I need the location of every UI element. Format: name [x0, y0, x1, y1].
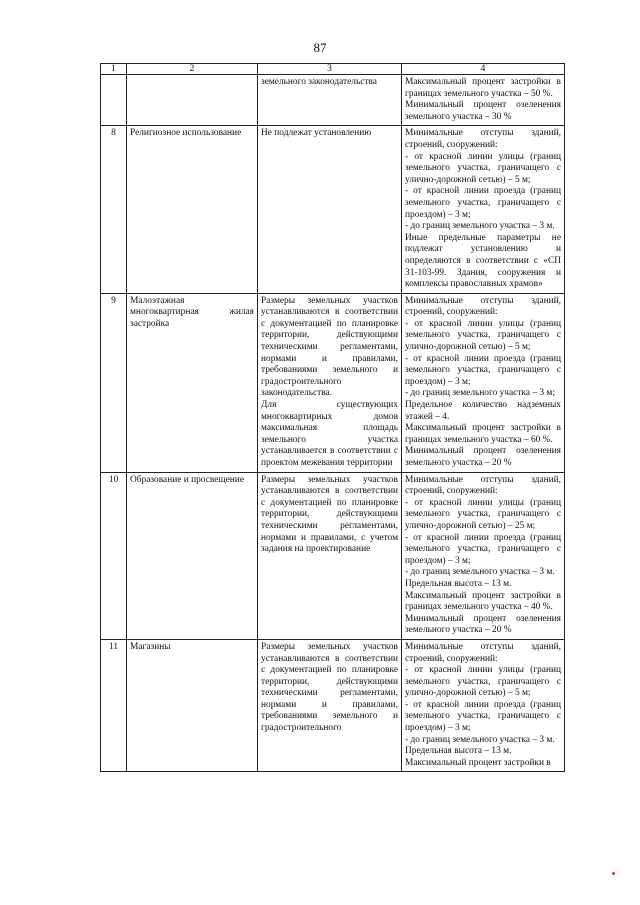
plot-size-paragraph: Размеры земельных участков устанавливаются в соответствии с документацией по планировке территории, действующими техническими регламентами, нормами и правилами, требованиями земельного и градостроительного законодательства. [261, 295, 398, 399]
plot-size-cell [258, 293, 402, 472]
building-limit-paragraph: Максимальный процент застройки в границах земельного участка – 60 %. [405, 423, 561, 445]
building-limit-paragraph: Предельная высота – 13 м. [405, 578, 512, 589]
building-limit-paragraph: - до границ земельного участка – 3 м; [405, 388, 555, 399]
plot-size-cell [258, 639, 402, 772]
plot-size-paragraph: земельного законодательства [261, 77, 377, 87]
building-limit-paragraph: - от красной линии улицы (границ земельного участка, граничащего с улично-дорожной сетью) – 5 м; [405, 665, 561, 699]
table-header-row [101, 64, 565, 75]
row-number: 11 [101, 639, 127, 772]
land-use-name [127, 75, 258, 126]
building-limit-paragraph: Максимальный процент застройки в границах земельного участка – 50 %. [405, 77, 561, 99]
scan-mark [612, 872, 615, 875]
table-body [101, 75, 565, 772]
land-use-name: Образование и просвещение [127, 472, 258, 639]
land-use-name: Малоэтажная многоквартирная жилая застройка [127, 293, 258, 472]
building-limit-paragraph: Минимальные отступы зданий, строений, сооружений: [405, 295, 561, 318]
building-limit-paragraph: Максимальный процент застройки в границах земельного участка – 40 %. [405, 590, 561, 613]
building-limit-paragraph: - от красной линии проезда (границ земельного участка, граничащего с проездом) – 3 м; [405, 699, 561, 734]
row-number: 10 [101, 472, 127, 639]
table-row [101, 639, 565, 772]
plot-size-cell [258, 472, 402, 639]
header-col-3: 3 [258, 64, 402, 75]
building-limit-paragraph: - до границ земельного участка – 3 м. [405, 221, 555, 232]
building-limit-paragraph: - от красной линии улицы (границ земельного участка, граничащего с улично-дорожной сетью) – 25 м; [405, 497, 561, 531]
plot-size-paragraph: Размеры земельных участков устанавливаются в соответствии с документацией по планировке территории, действующими техническими регламентами, нормами и правилами, требованиями земельного и градостроительного [261, 641, 398, 734]
plot-size-cell [258, 75, 402, 126]
plot-size-paragraph: Для существующих многоквартирных домов максимальная площадь земельного участка устанавливается в соответствии с проектом межевания территории [261, 400, 398, 468]
building-limits-cell [402, 472, 565, 639]
building-limit-paragraph: Минимальные отступы зданий, строений, сооружений: [405, 641, 561, 664]
building-limit-paragraph: - от красной линии проезда (границ земельного участка, граничащего с проездом) – 3 м; [405, 186, 561, 220]
building-limit-paragraph: Минимальные отступы зданий, строений, сооружений: [405, 474, 561, 497]
row-number [101, 75, 127, 126]
table-row [101, 293, 565, 472]
row-number: 8 [101, 126, 127, 293]
land-use-name: Магазины [127, 639, 258, 772]
plot-size-paragraph: Размеры земельных участков устанавливаются в соответствии с документацией по планировке территории, действующими техническими регламентами, нормами и правилами, с учетом задания на проектирование [261, 474, 398, 555]
page-number: 87 [313, 40, 327, 55]
building-limits-cell [402, 75, 565, 126]
header-col-4: 4 [402, 64, 565, 75]
land-use-name: Религиозное использование [127, 126, 258, 293]
building-limit-paragraph: Минимальные отступы зданий, строений, сооружений: [405, 128, 561, 150]
regulations-table [100, 63, 565, 772]
building-limits-cell [402, 639, 565, 772]
building-limit-paragraph: - от красной линии улицы (границ земельного участка, граничащего с улично-дорожной сетью) – 5 м; [405, 318, 561, 353]
building-limit-paragraph: Иные предельные параметры не подлежат установлению и определяются в соответствии с «СП 31-103-99. Здания, сооружения и комплексы православных храмов» [405, 232, 561, 290]
building-limit-paragraph: Максимальный процент застройки в [405, 757, 551, 768]
building-limit-paragraph: - до границ земельного участка – 3 м. [405, 567, 555, 578]
building-limit-paragraph: - от красной линии проезда (границ земельного участка, граничащего с проездом) – 3 м; [405, 353, 561, 387]
building-limit-paragraph: - от красной линии улицы (границ земельного участка, граничащего с улично-дорожной сетью) – 5 м; [405, 151, 561, 185]
table-row [101, 75, 565, 126]
building-limits-cell [402, 126, 565, 293]
plot-size-paragraph: Не подлежат установлению [261, 128, 372, 139]
building-limit-paragraph: Предельная высота – 13 м. [405, 746, 512, 757]
building-limit-paragraph: Минимальный процент озеленения земельного участка – 30 % [405, 100, 561, 122]
header-col-1: 1 [101, 64, 127, 75]
building-limit-paragraph: Минимальный процент озеленения земельного участка – 20 % [405, 446, 561, 468]
building-limit-paragraph: Минимальный процент озеленения земельного участка – 20 % [405, 613, 561, 636]
row-number: 9 [101, 293, 127, 472]
header-col-2: 2 [127, 64, 258, 75]
table-row [101, 472, 565, 639]
table-row [101, 126, 565, 293]
plot-size-cell [258, 126, 402, 293]
building-limit-paragraph: Предельное количество надземных этажей – 4. [405, 400, 561, 422]
building-limit-paragraph: - от красной линии проезда (границ земельного участка, граничащего с проездом) – 3 м; [405, 532, 561, 566]
building-limit-paragraph: - до границ земельного участка – 3 м. [405, 734, 555, 745]
building-limits-cell [402, 293, 565, 472]
